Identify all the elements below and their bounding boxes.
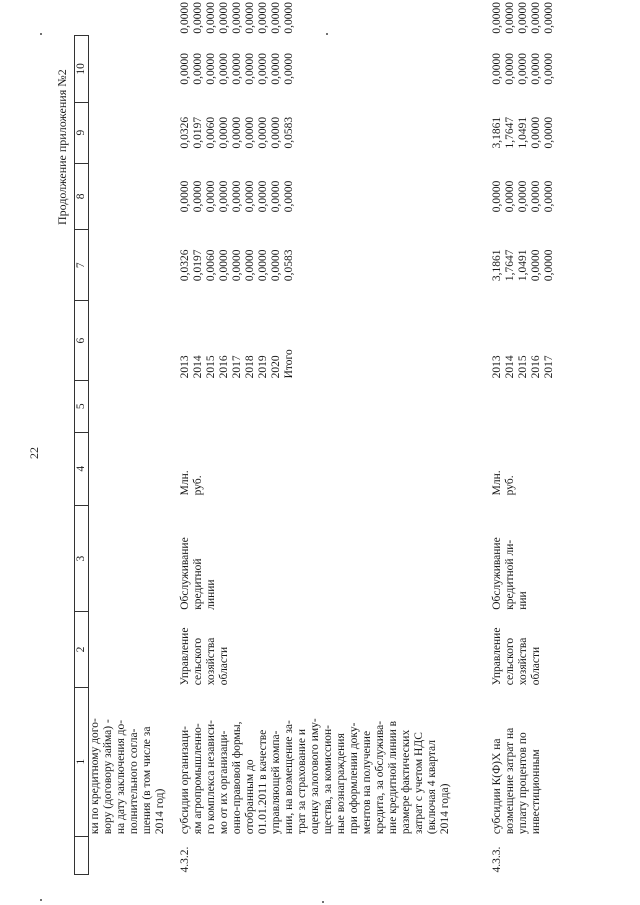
column-9-values (179, 36, 491, 102)
column-8-values (491, 102, 559, 163)
year-value: 2015 (204, 355, 217, 379)
value-cell: 0,0000 (542, 2, 555, 34)
value-cell: 0,0060 (204, 116, 217, 149)
column-10-values (491, 0, 559, 36)
value-cell: 0,0000 (217, 116, 230, 149)
value-cell: 0,0000 (230, 180, 243, 213)
year-value: 2013 (490, 355, 503, 379)
value-cell: 0,0000 (217, 249, 230, 282)
value-cell: 0,0000 (204, 53, 217, 85)
column-7-values (179, 163, 491, 229)
year-list (179, 301, 491, 380)
value-cell: 0,0583 (282, 116, 295, 149)
header-cell-7: 7 (75, 230, 89, 301)
value-cell: 0,0000 (230, 249, 243, 282)
year-value: 2016 (529, 355, 542, 379)
value-cell: 0,0000 (230, 2, 243, 34)
header-cell-3: 3 (75, 505, 89, 611)
value-cell: 3,1861 (490, 249, 503, 282)
value-cell: 0,0000 (503, 53, 516, 85)
value-cell: 0,0583 (282, 249, 295, 282)
value-cell: 0,0000 (243, 249, 256, 282)
header-cell-8: 8 (75, 163, 89, 229)
year-value: 2017 (230, 355, 243, 379)
row-number (89, 836, 179, 874)
value-cell: 0,0000 (256, 53, 269, 85)
value-cell: 3,1861 (490, 116, 503, 149)
year-value: 2018 (243, 355, 256, 379)
unit: Млн. руб. (490, 470, 516, 496)
header-cell-10: 10 (75, 36, 89, 102)
event-name: Обслуживание кредитной ли- нии (490, 537, 529, 610)
year-value: 2013 (178, 355, 191, 379)
total-label: Итого (282, 349, 295, 379)
value-cell: 0,0000 (191, 180, 204, 213)
value-cell: 0,0000 (282, 53, 295, 85)
data-table (74, 0, 559, 875)
value-cell: 0,0197 (191, 249, 204, 282)
value-cell: 0,0000 (269, 2, 282, 34)
column-7-values (491, 163, 559, 229)
value-cell: 1,7647 (503, 249, 516, 282)
value-cell: 0,0000 (542, 249, 555, 282)
measure-name: субсидии организаци- ям агропромышленно- го комплекса независи- мо от их организаци- онно-правовой формы, отобранным до 01.01.2011 в качестве управляющей компа- нии, на возмещение за- трат за страхование и оценку залогового иму- щества, за комиссион- ные вознаграждения при оформлении доку- ментов на получение кредита, за обслужива- ние кредитной линии в размере фактических затрат с учетом НДС (включая 4 квартал 2014 года) (178, 718, 451, 835)
value-cell: 0,0000 (217, 53, 230, 85)
value-cell: 0,0000 (178, 180, 191, 213)
value-cell: 0,0000 (243, 180, 256, 213)
year-value: 2014 (191, 355, 204, 379)
header-cell-9: 9 (75, 102, 89, 163)
year-value: 2014 (503, 355, 516, 379)
value-cell: 0,0000 (490, 2, 503, 34)
row-number: 4.3.2. (178, 846, 191, 873)
value-cell: 0,0000 (204, 2, 217, 34)
value-cell: 0,0000 (243, 2, 256, 34)
value-cell: 0,0000 (516, 2, 529, 34)
header-cell-4: 4 (75, 432, 89, 505)
value-cell: 0,0000 (542, 180, 555, 213)
measure-name: ки по кредитному дого- вору (договору займа) - на дату заключения до- полнительного согла- шения (в том числе за 2014 год) (89, 718, 166, 835)
value-cell: 0,0060 (204, 249, 217, 282)
year-value: 2017 (542, 355, 555, 379)
value-cell: 0,0000 (282, 2, 295, 34)
year-value: 2015 (516, 355, 529, 379)
value-cell: 0,0000 (217, 180, 230, 213)
value-cell: 0,0000 (490, 53, 503, 85)
table-row (89, 0, 179, 875)
value-cell: 1,0491 (516, 116, 529, 149)
header-cell-1: 1 (75, 687, 89, 836)
continuation-title: Продолжение приложения №2 (55, 69, 69, 225)
column-10-values (179, 0, 491, 36)
executor: Управление сельского хозяйства области (490, 627, 542, 686)
value-cell: 0,0000 (269, 249, 282, 282)
header-cell-blank (75, 836, 89, 874)
header-cell-6: 6 (75, 301, 89, 380)
value-cell: 0,0000 (256, 249, 269, 282)
year-value: 2020 (269, 355, 282, 379)
measure-name: субсидии К(Ф)Х на возмещение затрат на уплату процентов по инвестиционным (490, 727, 542, 835)
value-cell: 0,0000 (243, 53, 256, 85)
page-number: 22 (27, 447, 41, 459)
value-cell: 0,0000 (490, 180, 503, 213)
value-cell: 0,0000 (529, 249, 542, 282)
value-cell: 0,0000 (256, 2, 269, 34)
value-cell: 0,0000 (503, 180, 516, 213)
header-cell-2: 2 (75, 612, 89, 687)
value-cell: 0,0000 (243, 116, 256, 149)
value-cell: 0,0326 (178, 249, 191, 282)
value-cell: 0,0000 (217, 2, 230, 34)
value-cell: 0,0000 (516, 180, 529, 213)
value-cell: 0,0000 (191, 2, 204, 34)
row-number: 4.3.3. (490, 846, 503, 873)
value-cell: 0,0000 (191, 53, 204, 85)
value-cell: 0,0000 (230, 116, 243, 149)
column-6-values (491, 230, 559, 301)
value-cell: 0,0000 (256, 180, 269, 213)
value-cell: 0,0000 (178, 53, 191, 85)
header-cell-5: 5 (75, 380, 89, 432)
executor: Управление сельского хозяйства области (178, 627, 230, 686)
unit: Млн. руб. (178, 470, 204, 496)
value-cell: 0,0000 (269, 180, 282, 213)
year-list (491, 301, 559, 380)
value-cell: 0,0000 (282, 180, 295, 213)
value-cell: 0,0000 (269, 53, 282, 85)
event-name: Обслуживание кредитной линии (178, 537, 217, 610)
year-value: 2016 (217, 355, 230, 379)
value-cell: 0,0000 (529, 2, 542, 34)
column-6-values (179, 230, 491, 301)
value-cell: 0,0000 (529, 180, 542, 213)
value-cell: 0,0000 (503, 2, 516, 34)
value-cell: 0,0000 (529, 53, 542, 85)
value-cell: 0,0000 (256, 116, 269, 149)
value-cell: 0,0000 (269, 116, 282, 149)
value-cell: 1,0491 (516, 249, 529, 282)
year-value: 2019 (256, 355, 269, 379)
value-cell: 0,0197 (191, 116, 204, 149)
value-cell: 1,7647 (503, 116, 516, 149)
value-cell: 0,0000 (204, 180, 217, 213)
header-row (75, 0, 89, 875)
value-cell: 0,0000 (542, 53, 555, 85)
table-row (491, 0, 559, 875)
value-cell: 0,0000 (178, 2, 191, 34)
value-cell: 0,0000 (516, 53, 529, 85)
value-cell: 0,0000 (542, 116, 555, 149)
table-row (179, 0, 491, 875)
column-8-values (179, 102, 491, 163)
value-cell: 0,0000 (529, 116, 542, 149)
column-9-values (491, 36, 559, 102)
value-cell: 0,0000 (230, 53, 243, 85)
value-cell: 0,0326 (178, 116, 191, 149)
